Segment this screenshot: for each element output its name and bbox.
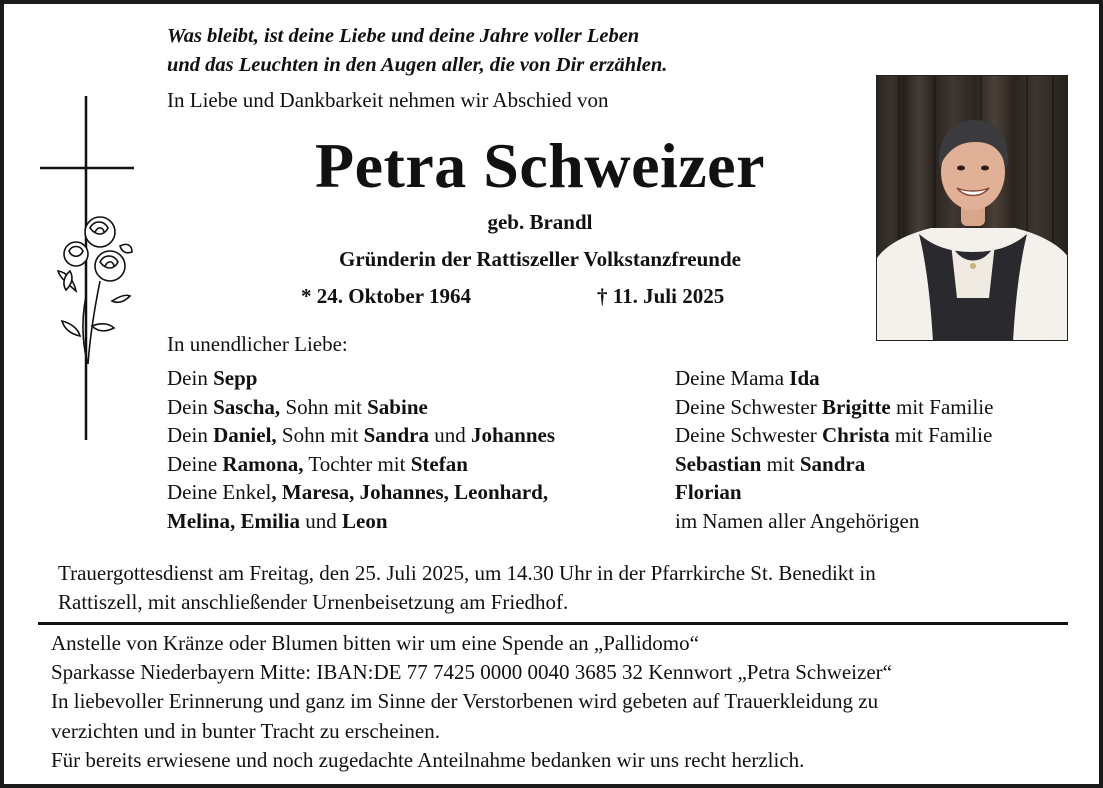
maiden-name: geb. Brandl — [487, 210, 593, 234]
mourner-line: Melina, Emilia und Leon — [167, 508, 388, 533]
mourner-line: Deine Schwester Brigitte mit Familie — [675, 394, 994, 419]
funeral-service-info — [58, 559, 876, 617]
motto-line: und das Leuchten in den Augen aller, die von Dir erzählen. — [167, 54, 668, 76]
death-date: † 11. Juli 2025 — [597, 284, 725, 308]
intro-text: In Liebe und Dankbarkeit nehmen wir Abschied von — [167, 88, 609, 112]
footer-line: Sparkasse Niederbayern Mitte: IBAN:DE 77 7425 0000 0040 3685 32 Kennwort „Petra Schweizer“ — [51, 660, 892, 685]
mourner-line: Florian — [675, 480, 742, 505]
mourner-line: Deine Ramona, Tochter mit Stefan — [167, 451, 468, 476]
motto-quote — [167, 22, 667, 80]
mourner-line: Deine Enkel, Maresa, Johannes, Leonhard, — [167, 480, 549, 505]
mourner-line: Deine Schwester Christa mit Familie — [675, 423, 993, 448]
service-line: Trauergottesdienst am Freitag, den 25. Juli 2025, um 14.30 Uhr in der Pfarrkirche St. Benedikt in — [58, 561, 876, 585]
mourners-right-column — [675, 364, 993, 536]
portrait-illustration — [877, 76, 1068, 341]
mourners-intro: In unendlicher Liebe: — [167, 332, 348, 356]
cross-with-roses-icon — [40, 96, 136, 444]
mourner-line: Sebastian mit Sandra — [675, 451, 866, 476]
mourner-line: Dein Sascha, Sohn mit Sabine — [167, 394, 428, 419]
portrait-photo — [876, 75, 1068, 341]
footer-line: Anstelle von Kränze oder Blumen bitten wir um eine Spende an „Pallidomo“ — [51, 631, 699, 655]
birth-date: * 24. Oktober 1964 — [301, 284, 471, 308]
deceased-name: Petra Schweizer — [315, 130, 765, 201]
footer-notes — [51, 629, 892, 775]
mourner-line: Dein Sepp — [167, 366, 258, 390]
divider — [38, 622, 1068, 625]
mourner-line: Deine Mama Ida — [675, 366, 820, 390]
footer-line: verzichten und in bunter Tracht zu erscheinen. — [51, 718, 440, 743]
deceased-role: Gründerin der Rattiszeller Volkstanzfreunde — [339, 247, 741, 271]
mourner-line: Dein Daniel, Sohn mit Sandra und Johannes — [167, 423, 555, 448]
service-line: Rattiszell, mit anschließender Urnenbeisetzung am Friedhof. — [58, 590, 569, 614]
mourner-line: im Namen aller Angehörigen — [675, 508, 920, 533]
mourners-left-column — [167, 364, 555, 536]
footer-line: In liebevoller Erinnerung und ganz im Sinne der Verstorbenen wird gebeten auf Trauerkleidung zu — [51, 689, 879, 714]
motto-line: Was bleibt, ist deine Liebe und deine Jahre voller Leben — [167, 25, 640, 47]
footer-line: Für bereits erwiesene und noch zugedachte Anteilnahme bedanken wir uns recht herzlich. — [51, 747, 805, 772]
